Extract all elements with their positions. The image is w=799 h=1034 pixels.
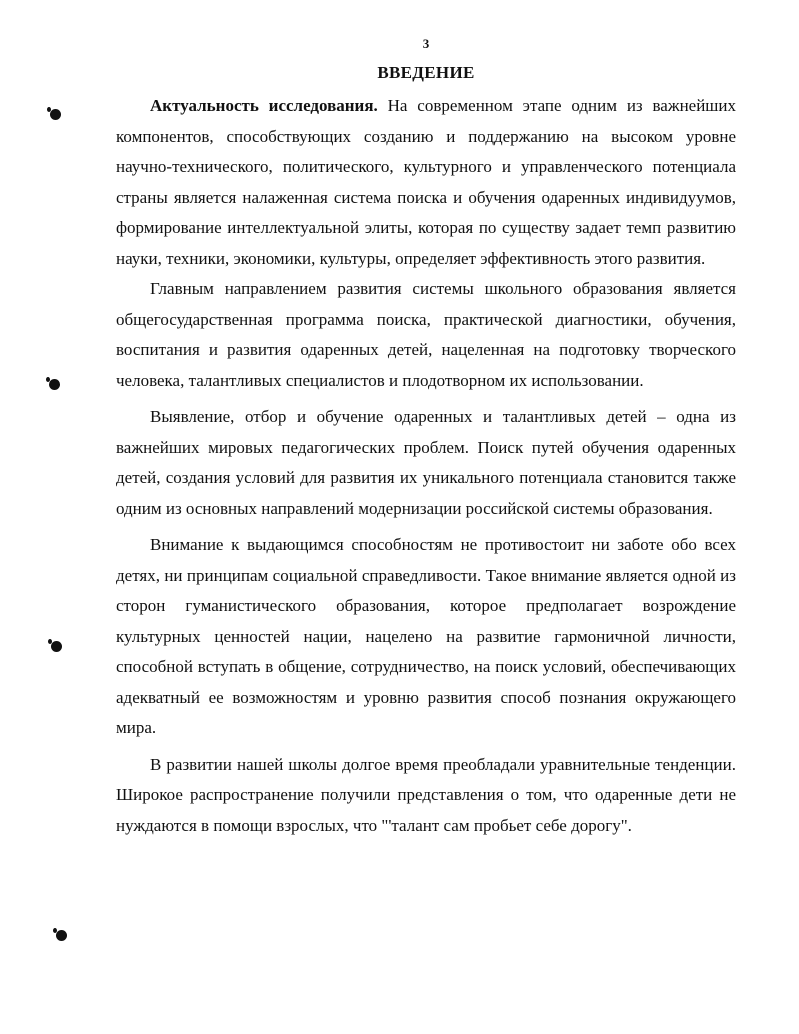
paragraph-relevance (116, 91, 736, 274)
punch-hole-mark (49, 379, 60, 390)
paragraph-identification: Выявление, отбор и обучение одаренных и талантливых детей – одна из важнейших мировых педагогических проблем. Поиск путей обучения одаренных детей, создания условий для развития их уникального потенциала становится также одним из основных направлений модернизации российской системы образования. (116, 407, 736, 518)
section-heading: ВВЕДЕНИЕ (377, 63, 475, 82)
body-text (116, 91, 736, 841)
punch-hole-mark (51, 641, 62, 652)
paragraph-text: На современном этапе одним из важнейших компонентов, способствующих созданию и поддержанию на высоком уровне научно-технического, политического, культурного и управленческого потенциала страны является налаженная система поиска и обучения одаренных индивидуумов, формирование интеллектуальной элиты, которая по существу задает темп развитию науки, техники, экономики, культуры, определяет эффективность этого развития. (116, 96, 736, 268)
paragraph-attention: Внимание к выдающимся способностям не противостоит ни заботе обо всех детях, ни принципам социальной справедливости. Такое внимание является одной из сторон гуманистического образования, которое предполагает возрождение культурных ценностей нации, нацелено на развитие гармоничной личности, способной вступать в общение, сотрудничество, на поиск условий, обеспечивающих адекватный ее возможностям и уровню развития способ познания окружающего мира. (116, 535, 736, 737)
paragraph-lead: Актуальность исследования. (150, 96, 378, 115)
punch-hole-mark (56, 930, 67, 941)
paragraph-main-direction: Главным направлением развития системы школьного образования является общегосударственная программа поиска, практической диагностики, обучения, воспитания и развития одаренных детей, нацеленная на подготовку творческого человека, талантливых специалистов и плодотворном их использовании. (116, 279, 736, 390)
punch-hole-mark (50, 109, 61, 120)
page-number: 3 (422, 36, 430, 51)
paragraph-school-development: В развитии нашей школы долгое время преобладали уравнительные тенденции. Широкое распространение получили представления о том, что одаренные дети не нуждаются в помощи взрослых, что "'талант сам пробьет себе дорогу". (116, 754, 736, 835)
